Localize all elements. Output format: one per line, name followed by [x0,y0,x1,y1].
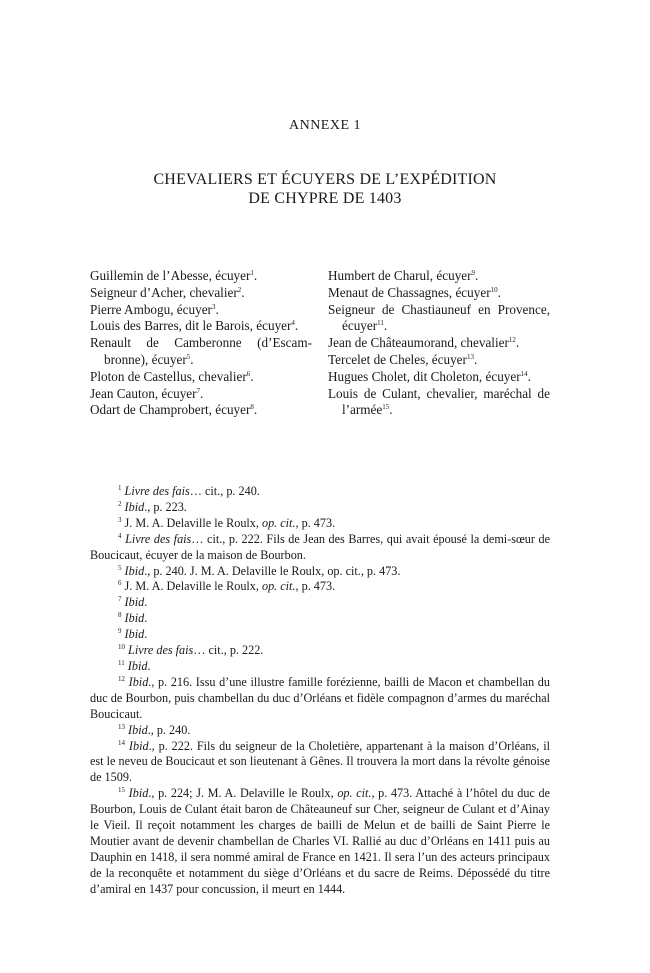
footnote: $^2$ Ibid., p. 223. [118,499,187,514]
list-item: Pierre Ambogu, écuyer$^3$. [90,301,219,317]
list-item: Humbert de Charul, écuyer$^9$. [328,268,479,283]
footnote: $^5$ Ibid., p. 240. J. M. A. Delaville le Roulx, op. cit., p. 473. [118,563,401,578]
list-item: Louis de Culant, chevalier, maréchal de l’armée$^{15}$. [328,385,550,418]
list-item: Jean de Châteaumorand, chevalier$^{12}$. [328,335,520,351]
footnote: $^4$ Livre des fais… cit., p. 222. Fils de Jean des Barres, qui avait épousé la demi-sœur de Boucicaut, écuyer de la maison de Bourbon. [90,531,550,562]
right-name-column [328,268,550,419]
footnote: $^{13}$ Ibid., p. 240. [118,722,191,737]
list-item: Louis des Barres, dit le Barois, écuyer$^4$. [90,318,299,334]
title-line-1: CHEVALIERS ET ÉCUYERS DE L’EXPÉDITION [153,171,497,188]
footnote: $^8$ Ibid. [118,611,148,626]
list-item: Hugues Cholet, dit Choleton, écuyer$^{14}$. [328,368,531,384]
footnote: $^{15}$ Ibid., p. 224; J. M. A. Delaville le Roulx, op. cit., p. 473. Attaché à l’hôtel du duc de Bourbon, Louis de Culant était baron de Châteauneuf sur Cher, seigneur de Culant et d’Ainay le Vieil. Il reçoit notamment les charges de bailli de Melun et de bailli de Saint Pierre le Moutier avant de devenir chambellan de Charles VI. Rallié au duc d’Orléans en 1411 puis au Dauphin en 1418, il sera nommé amiral de France en 1421. Il sera l’un des acteurs principaux de la reconquête et notamment du siège d’Orléans et du sacre de Reims. Dépossédé du titre d’amiral en 1437 pour concussion, il meurt en 1444. [90,786,550,896]
list-item: Tercelet de Cheles, écuyer$^{13}$. [328,351,478,367]
footnote: $^1$ Livre des fais… cit., p. 240. [118,484,260,498]
footnote: $^{10}$ Livre des fais… cit., p. 222. [118,643,264,658]
list-item: Renault de Camberonne (d’Escambronne), écuyer$^5$. [90,335,312,367]
left-name-column [90,268,312,419]
list-item: Menaut de Chassagnes, écuyer$^{10}$. [328,284,501,300]
list-item: Guillemin de l’Abesse, écuyer$^1$. [90,268,258,283]
list-item: Seigneur d’Acher, chevalier$^2$. [90,284,245,300]
list-item: Odart de Champrobert, écuyer$^8$. [90,402,258,418]
footnote: $^9$ Ibid. [118,627,148,642]
footnote: $^6$ J. M. A. Delaville le Roulx, op. cit., p. 473. [118,579,336,594]
page-title [100,170,550,208]
title-line-2: DE CHYPRE DE 1403 [248,190,402,207]
footnotes [90,484,550,898]
list-item: Ploton de Castellus, chevalier$^6$. [90,368,254,384]
footnote: $^{11}$ Ibid. [118,658,151,673]
footnote: $^3$ J. M. A. Delaville le Roulx, op. cit., p. 473. [118,515,336,530]
list-item: Jean Cauton, écuyer$^7$. [90,385,204,401]
annexe-heading: ANNEXE 1 [288,118,362,133]
footnote: $^{12}$ Ibid., p. 216. Issu d’une illustre famille forézienne, bailli de Macon et chambellan du duc de Bourbon, puis chambellan du duc d’Orléans et fidèle compagnon d’armes du maréchal Boucicaut. [90,674,550,721]
list-item: Seigneur de Chastiauneuf en Provence, écuyer$^{11}$. [328,301,550,334]
footnote: $^{14}$ Ibid., p. 222. Fils du seigneur de la Choletière, appartenant à la maison d’Orléans, il est le neveu de Boucicaut et son lieutenant à Gênes. Il trouvera la mort dans la révolte génoise de 1509. [90,738,550,785]
footnote: $^7$ Ibid. [118,595,148,610]
